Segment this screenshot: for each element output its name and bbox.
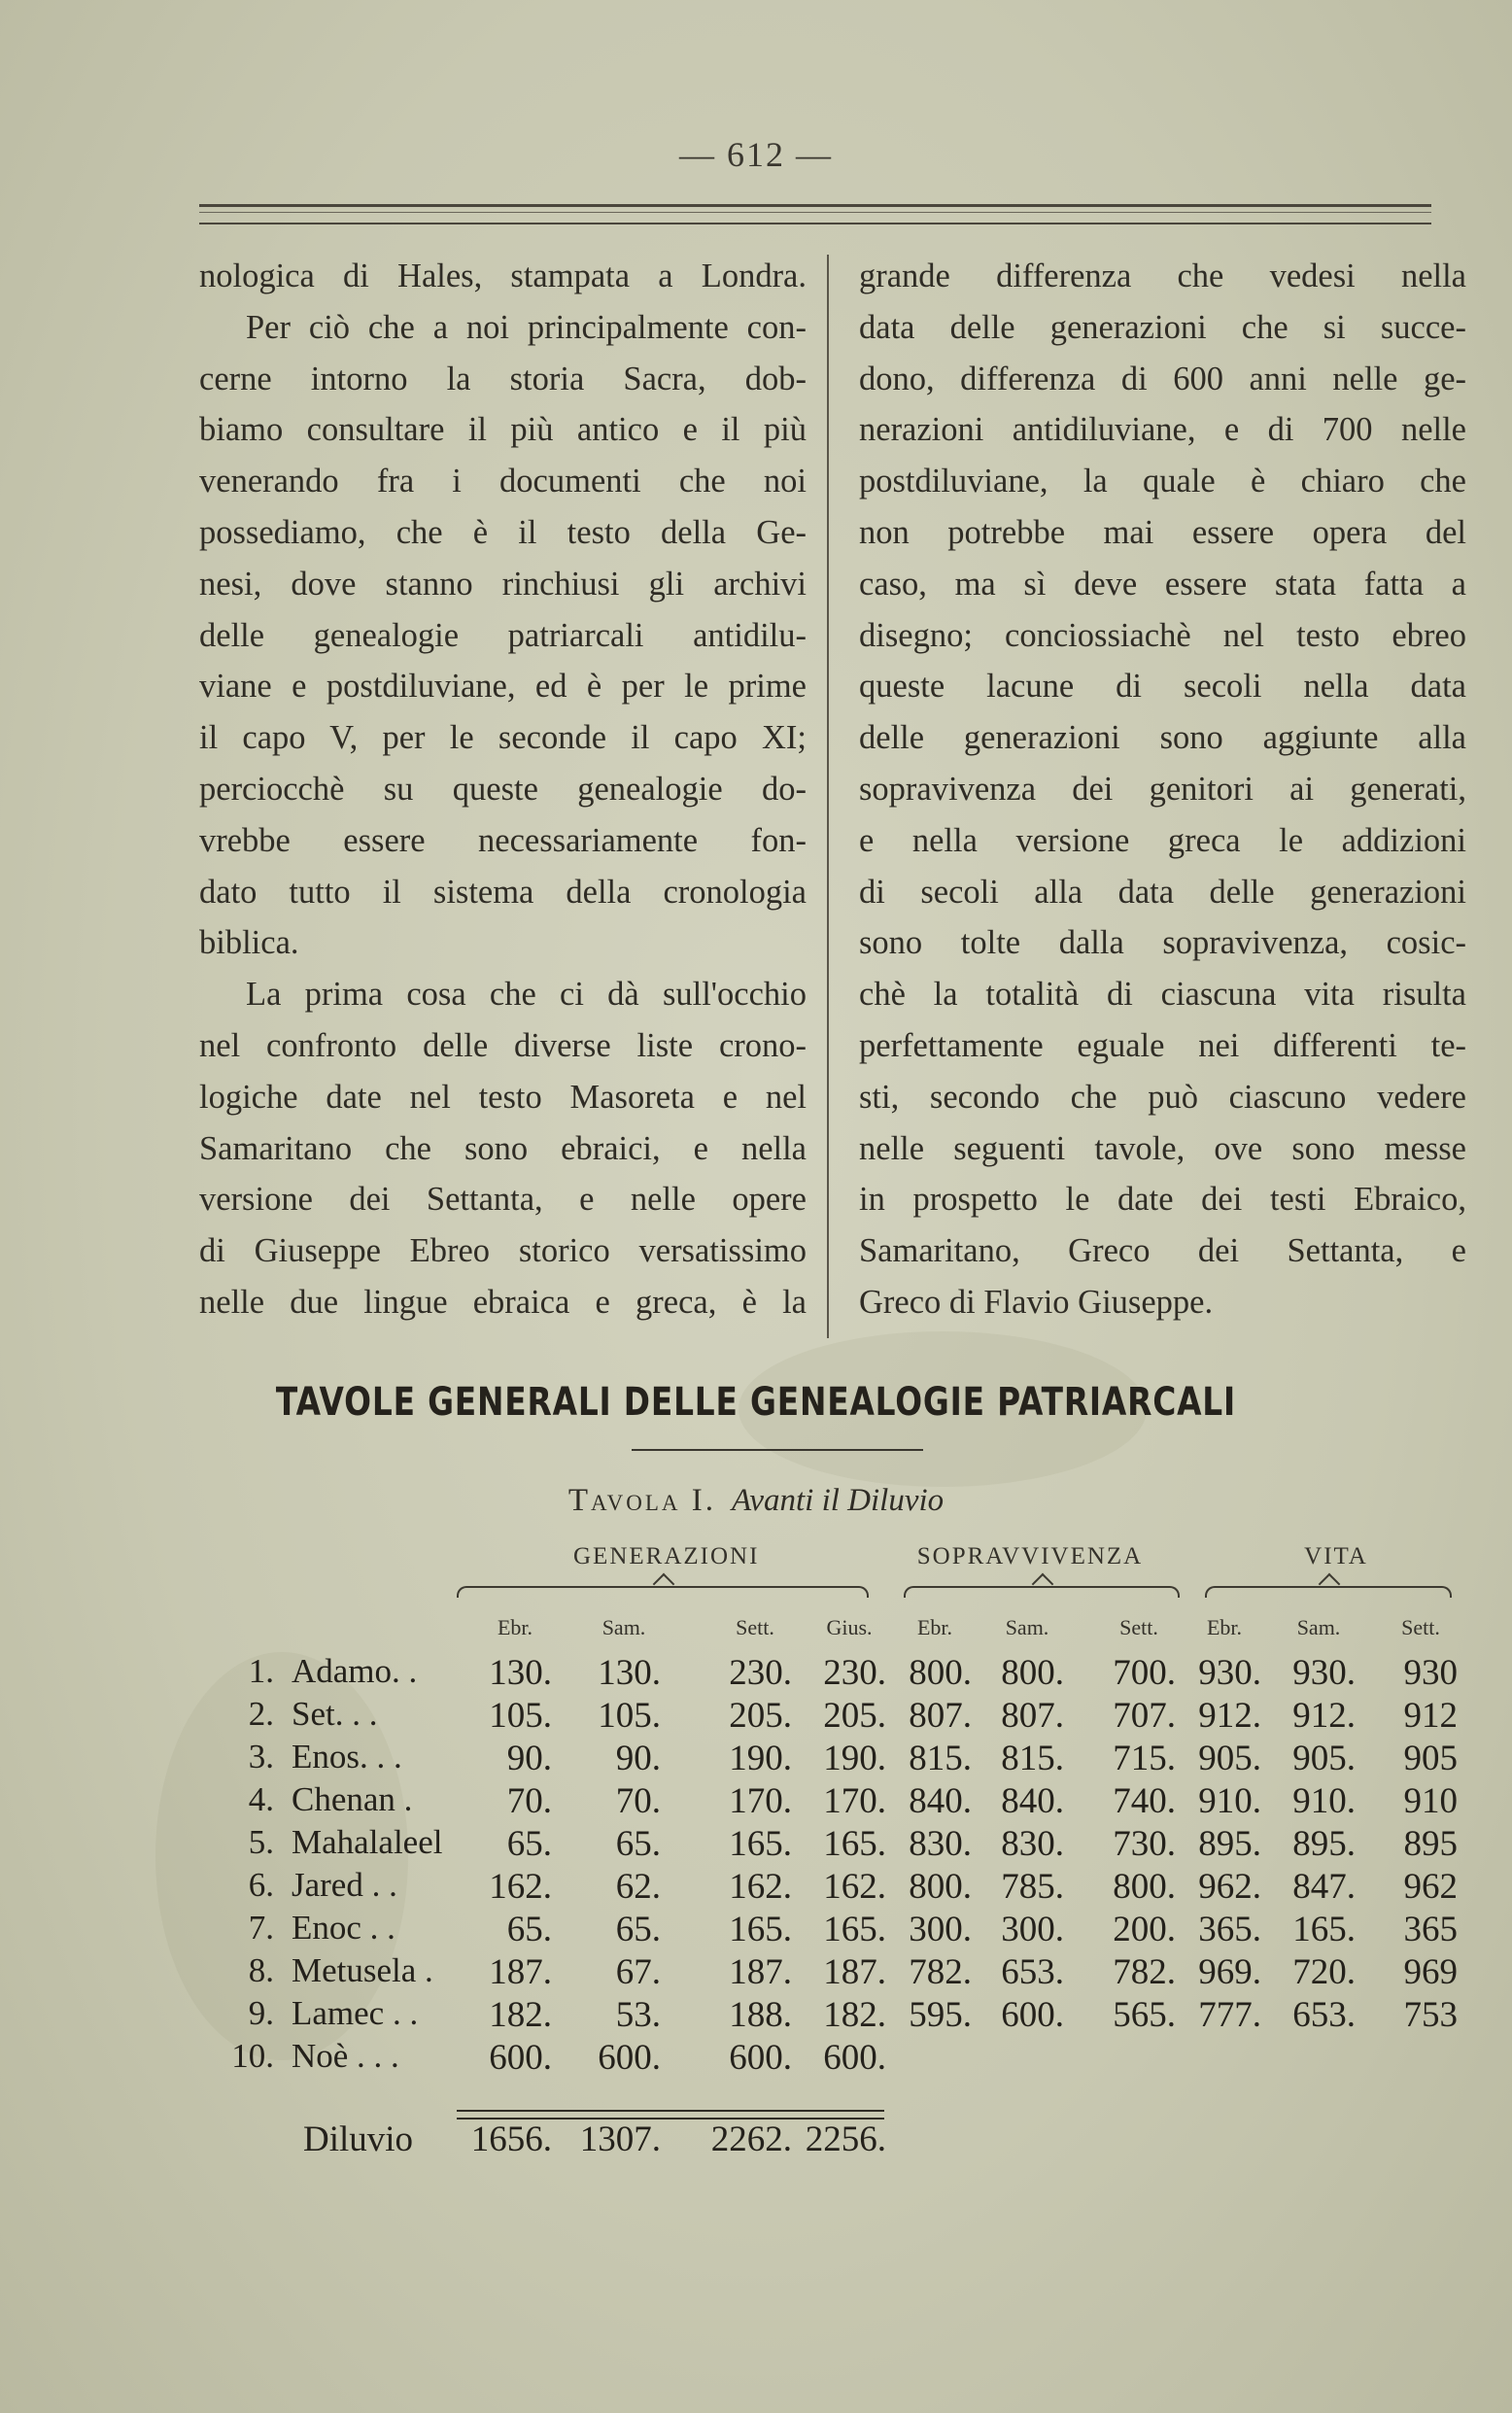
table-cell: 165. [729,1824,792,1864]
text-line: Per ciò che a noi principalmente con- [246,308,807,346]
text-line: logiche date nel testo Masoreta e nel [199,1078,807,1116]
table-cell: 895. [1198,1824,1261,1864]
table-cell: 105. [489,1696,552,1736]
text-line: nerazioni antidiluviane, e di 700 nelle [859,411,1466,449]
patriarch-name: Mahalaleel [292,1823,443,1861]
table-cell: 165. [823,1824,886,1864]
column-header: Sam. [1005,1615,1049,1639]
text-line: venerando fra i documenti che noi [199,463,807,500]
table-row [0,1866,1512,1909]
text-line: il capo V, per le seconde il capo XI; [199,719,807,757]
text-line: perfettamente eguale nei differenti te- [859,1026,1466,1064]
table-title: TAVOLE GENERALI DELLE GENEALOGIE PATRIARCALI [275,1380,1237,1425]
table-row [0,1652,1512,1695]
table-cell: 365. [1198,1910,1261,1949]
patriarch-name: Lamec . . [292,1994,419,2032]
text-line: sopravivenza dei genitori ai generati, [859,770,1466,808]
column-header: Sett. [1401,1615,1440,1639]
header-rule [199,204,1431,224]
table-row [0,1951,1512,1994]
table-cell: 969 [1403,1952,1458,1992]
text-line: Greco di Flavio Giuseppe. [859,1283,1214,1321]
table-cell: 830. [909,1824,972,1864]
column-header: Ebr. [916,1615,953,1639]
table-cell: 130. [598,1653,661,1693]
table-cell: 365 [1403,1910,1458,1949]
table-cell: 170. [823,1781,886,1821]
table-cell: 65. [615,1824,661,1864]
text-line: queste lacune di secoli nella data [859,668,1466,706]
column-header: Gius. [826,1615,873,1639]
text-line: data delle generazioni che si succe- [859,308,1466,346]
table-cell: 205. [729,1696,792,1736]
text-line: di Giuseppe Ebreo storico versatissimo [199,1232,807,1270]
table-cell: 807. [909,1696,972,1736]
column-header: Ebr. [1206,1615,1243,1639]
table-number: Tavola I. [567,1483,716,1518]
group-brace-sopravvivenza [904,1586,1180,1598]
patriarch-name: Enos. . . [292,1738,402,1775]
table-cell: 905. [1292,1739,1356,1778]
text-line: sono tolte dalla sopravivenza, cosic- [859,924,1466,962]
total-value: 2256. [805,2120,886,2159]
text-line: biamo consultare il più antico e il più [199,411,807,449]
table-cell: 910. [1292,1781,1356,1821]
table-cell: 130. [489,1653,552,1693]
text-line: nesi, dove stanno rinchiusi gli archivi [199,565,807,603]
text-line: Samaritano che sono ebraici, e nella [199,1129,807,1167]
table-cell: 230. [823,1653,886,1693]
table-cell: 600. [598,2038,661,2078]
table-row [0,1738,1512,1780]
patriarch-name: Enoc . . [292,1909,395,1947]
table-cell: 600. [489,2038,552,2078]
table-cell: 165. [1292,1910,1356,1949]
table-cell: 187. [729,1952,792,1992]
column-header: Ebr. [497,1615,533,1639]
patriarch-name: Metusela . [292,1951,433,1989]
table-cell: 600. [823,2038,886,2078]
table-row [0,1909,1512,1951]
table-cell: 905. [1198,1739,1261,1778]
text-line: e nella versione greca le addizioni [859,821,1466,859]
row-number: 1. [248,1652,274,1690]
text-line: La prima cosa che ci dà sull'occhio [246,976,807,1014]
table-cell: 653. [1292,1995,1356,2035]
total-value: 1307. [579,2120,661,2159]
table-cell: 912. [1292,1696,1356,1736]
table-cell: 962. [1198,1867,1261,1907]
text-line: disegno; conciossiachè nel testo ebreo [859,616,1466,654]
table-row [0,2037,1512,2080]
table-cell: 200. [1113,1910,1176,1949]
table-cell: 600. [1001,1995,1064,2035]
table-cell: 182. [823,1995,886,2035]
table-cell: 170. [729,1781,792,1821]
row-number: 10. [231,2037,274,2075]
total-value: 2262. [710,2120,792,2159]
table-cell: 720. [1292,1952,1356,1992]
table-cell: 187. [489,1952,552,1992]
table-cell: 67. [615,1952,661,1992]
right-text-column [859,251,1466,1328]
text-line: delle generazioni sono aggiunte alla [859,719,1466,757]
text-line: Samaritano, Greco dei Settanta, e [859,1232,1466,1270]
table-cell: 707. [1113,1696,1176,1736]
total-value: 1656. [470,2120,552,2159]
text-line: possediamo, che è il testo della Ge- [199,513,807,551]
table-cell: 753 [1403,1995,1458,2035]
text-line: chè la totalità di ciascuna vita risulta [859,976,1466,1014]
patriarch-name: Noè . . . [292,2037,399,2075]
table-cell: 70. [615,1781,661,1821]
text-line: versione dei Settanta, e nelle opere [199,1181,807,1219]
text-line: dono, differenza di 600 anni nelle ge- [859,360,1466,397]
table-cell: 190. [823,1739,886,1778]
table-cell: 65. [615,1910,661,1949]
table-subtitle [0,1483,1512,1519]
table-cell: 840. [909,1781,972,1821]
table-cell: 930. [1292,1653,1356,1693]
table-cell: 782. [1113,1952,1176,1992]
text-line: in prospetto le date dei testi Ebraico, [859,1181,1466,1219]
patriarch-name: Jared . . [292,1866,397,1904]
table-cell: 895. [1292,1824,1356,1864]
patriarch-name: Adamo. . [292,1652,418,1690]
table-cell: 595. [909,1995,972,2035]
table-cell: 730. [1113,1824,1176,1864]
table-cell: 182. [489,1995,552,2035]
table-cell: 740. [1113,1781,1176,1821]
table-cell: 715. [1113,1739,1176,1778]
patriarch-name: Chenan . [292,1780,413,1818]
row-number: 5. [248,1823,274,1861]
table-cell: 165. [823,1910,886,1949]
row-number: 8. [248,1951,274,1989]
table-cell: 205. [823,1696,886,1736]
patriarch-name: Set. . . [292,1695,378,1733]
column-header: Sam. [1296,1615,1341,1639]
table-cell: 910. [1198,1781,1261,1821]
text-line: nel confronto delle diverse liste crono- [199,1026,807,1064]
table-cell: 70. [506,1781,552,1821]
group-header-vita: VITA [1304,1543,1368,1569]
table-cell: 800. [1113,1867,1176,1907]
text-line: non potrebbe mai essere opera del [859,513,1466,551]
table-cell: 840. [1001,1781,1064,1821]
text-line: nologica di Hales, stampata a Londra. [199,258,807,294]
column-header: Sam. [601,1615,646,1639]
row-number: 9. [248,1994,274,2032]
table-cell: 905 [1403,1739,1458,1778]
table-cell: 969. [1198,1952,1261,1992]
column-header: Sett. [1119,1615,1158,1639]
table-cell: 90. [615,1739,661,1778]
table-cell: 830. [1001,1824,1064,1864]
text-line: grande differenza che vedesi nella [859,258,1466,294]
text-line: biblica. [199,924,299,962]
text-line: cerne intorno la storia Sacra, dob- [199,360,807,397]
group-brace-vita [1205,1586,1452,1598]
table-cell: 188. [729,1995,792,2035]
table-cell: 782. [909,1952,972,1992]
row-number: 6. [248,1866,274,1904]
row-number: 2. [248,1695,274,1733]
column-divider [827,255,829,1338]
table-cell: 930 [1403,1653,1458,1693]
table-cell: 653. [1001,1952,1064,1992]
text-line: caso, ma sì deve essere stata fatta a [859,565,1466,603]
table-row [0,1994,1512,2037]
table-cell: 895 [1403,1824,1458,1864]
total-label: Diluvio [303,2120,414,2159]
table-cell: 910 [1403,1781,1458,1821]
table-cell: 800. [909,1867,972,1907]
text-line: di secoli alla data delle generazioni [859,873,1466,911]
column-header: Sett. [736,1615,774,1639]
table-cell: 105. [598,1696,661,1736]
table-cell: 600. [729,2038,792,2078]
text-line: nelle seguenti tavole, ove sono messe [859,1129,1466,1167]
table-cell: 90. [506,1739,552,1778]
table-cell: 847. [1292,1867,1356,1907]
table-cell: 800. [909,1653,972,1693]
table-row [0,1823,1512,1866]
table-cell: 777. [1198,1995,1261,2035]
text-line: perciocchè su queste genealogie do- [199,770,807,808]
group-brace-generazioni [457,1586,869,1598]
row-number: 7. [248,1909,274,1947]
table-cell: 62. [615,1867,661,1907]
table-cell: 807. [1001,1696,1064,1736]
table-cell: 230. [729,1653,792,1693]
row-number: 4. [248,1780,274,1818]
text-line: vrebbe essere necessariamente fon- [199,821,807,859]
group-header-sopravvivenza: SOPRAVVIVENZA [916,1543,1144,1569]
table-cell: 912 [1403,1696,1458,1736]
table-cell: 565. [1113,1995,1176,2035]
table-cell: 300. [909,1910,972,1949]
table-cell: 165. [729,1910,792,1949]
group-header-generazioni: GENERAZIONI [573,1543,760,1569]
table-row [0,1780,1512,1823]
table-cell: 815. [1001,1739,1064,1778]
table-cell: 162. [489,1867,552,1907]
row-number: 3. [248,1738,274,1775]
table-cell: 300. [1001,1910,1064,1949]
text-line: sti, secondo che può ciascuno vedere [859,1078,1466,1116]
text-line: nelle due lingue ebraica e greca, è la [199,1283,807,1321]
table-row [0,1695,1512,1738]
title-rule [632,1449,923,1451]
left-text-column [199,251,807,1328]
table-cell: 800. [1001,1653,1064,1693]
table-cell: 700. [1113,1653,1176,1693]
page-number: — 612 — [679,135,833,174]
text-line: delle genealogie patriarcali antidilu- [199,616,807,654]
text-line: viane e postdiluviane, ed è per le prime [199,668,807,706]
table-cell: 187. [823,1952,886,1992]
table-cell: 912. [1198,1696,1261,1736]
table-cell: 930. [1198,1653,1261,1693]
text-line: dato tutto il sistema della cronologia [199,873,807,911]
table-caption: Avanti il Diluvio [732,1483,945,1518]
table-cell: 53. [615,1995,661,2035]
table-cell: 162. [729,1867,792,1907]
table-cell: 785. [1001,1867,1064,1907]
text-line: postdiluviane, la quale è chiaro che [859,463,1466,500]
table-cell: 162. [823,1867,886,1907]
table-cell: 65. [506,1824,552,1864]
table-cell: 190. [729,1739,792,1778]
table-cell: 815. [909,1739,972,1778]
table-cell: 962 [1403,1867,1458,1907]
table-cell: 65. [506,1910,552,1949]
